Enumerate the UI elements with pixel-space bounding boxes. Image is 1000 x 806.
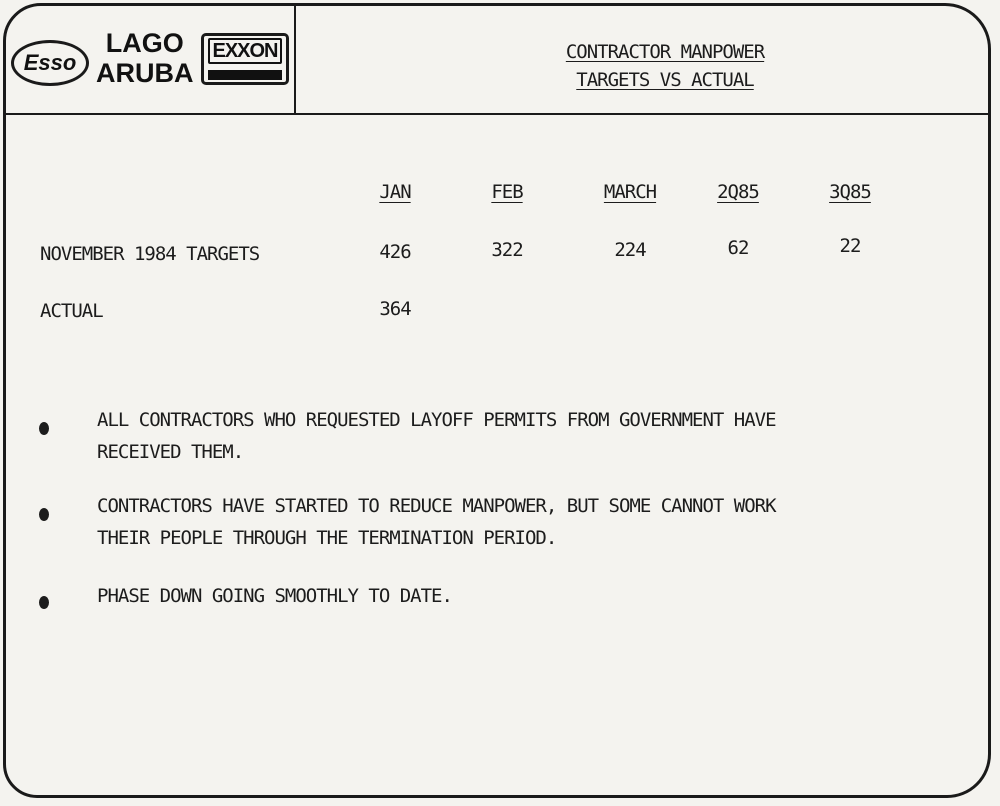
bullet-item	[97, 404, 857, 468]
table-cell: 364	[379, 298, 411, 320]
bullet-line: CONTRACTORS HAVE STARTED TO REDUCE MANPOWER, BUT SOME CANNOT WORK	[97, 495, 776, 517]
bullet-dot	[39, 422, 49, 435]
column-header-feb: FEB	[491, 181, 523, 203]
header-divider-vertical	[294, 4, 296, 114]
title-line-2: TARGETS VS ACTUAL	[576, 69, 754, 91]
column-header-2q85: 2Q85	[717, 181, 759, 203]
lago-text: LAGO	[105, 28, 184, 58]
column-header-3q85: 3Q85	[829, 181, 871, 203]
table-cell: 22	[839, 235, 861, 257]
header-divider-horizontal	[4, 113, 990, 115]
bullet-line: THEIR PEOPLE THROUGH THE TERMINATION PERIOD.	[97, 527, 557, 549]
table-cell: 322	[491, 239, 523, 261]
esso-logo: Esso	[11, 40, 89, 86]
column-header-march: MARCH	[603, 181, 657, 203]
exxon-logo-word: EXXON	[208, 38, 282, 64]
bullet-item	[97, 580, 857, 612]
row-label-targets: NOVEMBER 1984 TARGETS	[40, 243, 260, 265]
table-cell: 426	[379, 241, 411, 263]
slide-title	[470, 38, 860, 94]
column-header-jan: JAN	[379, 181, 411, 203]
bullet-dot	[39, 596, 49, 609]
row-label-actual: ACTUAL	[40, 300, 103, 322]
bullet-line: PHASE DOWN GOING SMOOTHLY TO DATE.	[97, 585, 452, 607]
table-cell: 62	[727, 237, 749, 259]
lago-aruba-logo	[96, 28, 194, 88]
table-cell: 224	[614, 239, 646, 261]
title-line-1: CONTRACTOR MANPOWER	[565, 41, 765, 63]
slide-frame	[3, 3, 991, 798]
exxon-logo-bar	[208, 70, 282, 80]
bullet-item	[97, 490, 857, 554]
bullet-dot	[39, 508, 49, 521]
aruba-text: ARUBA	[96, 58, 194, 88]
bullet-line: RECEIVED THEM.	[97, 441, 244, 463]
bullet-line: ALL CONTRACTORS WHO REQUESTED LAYOFF PERMITS FROM GOVERNMENT HAVE	[97, 409, 776, 431]
exxon-logo	[201, 33, 289, 85]
